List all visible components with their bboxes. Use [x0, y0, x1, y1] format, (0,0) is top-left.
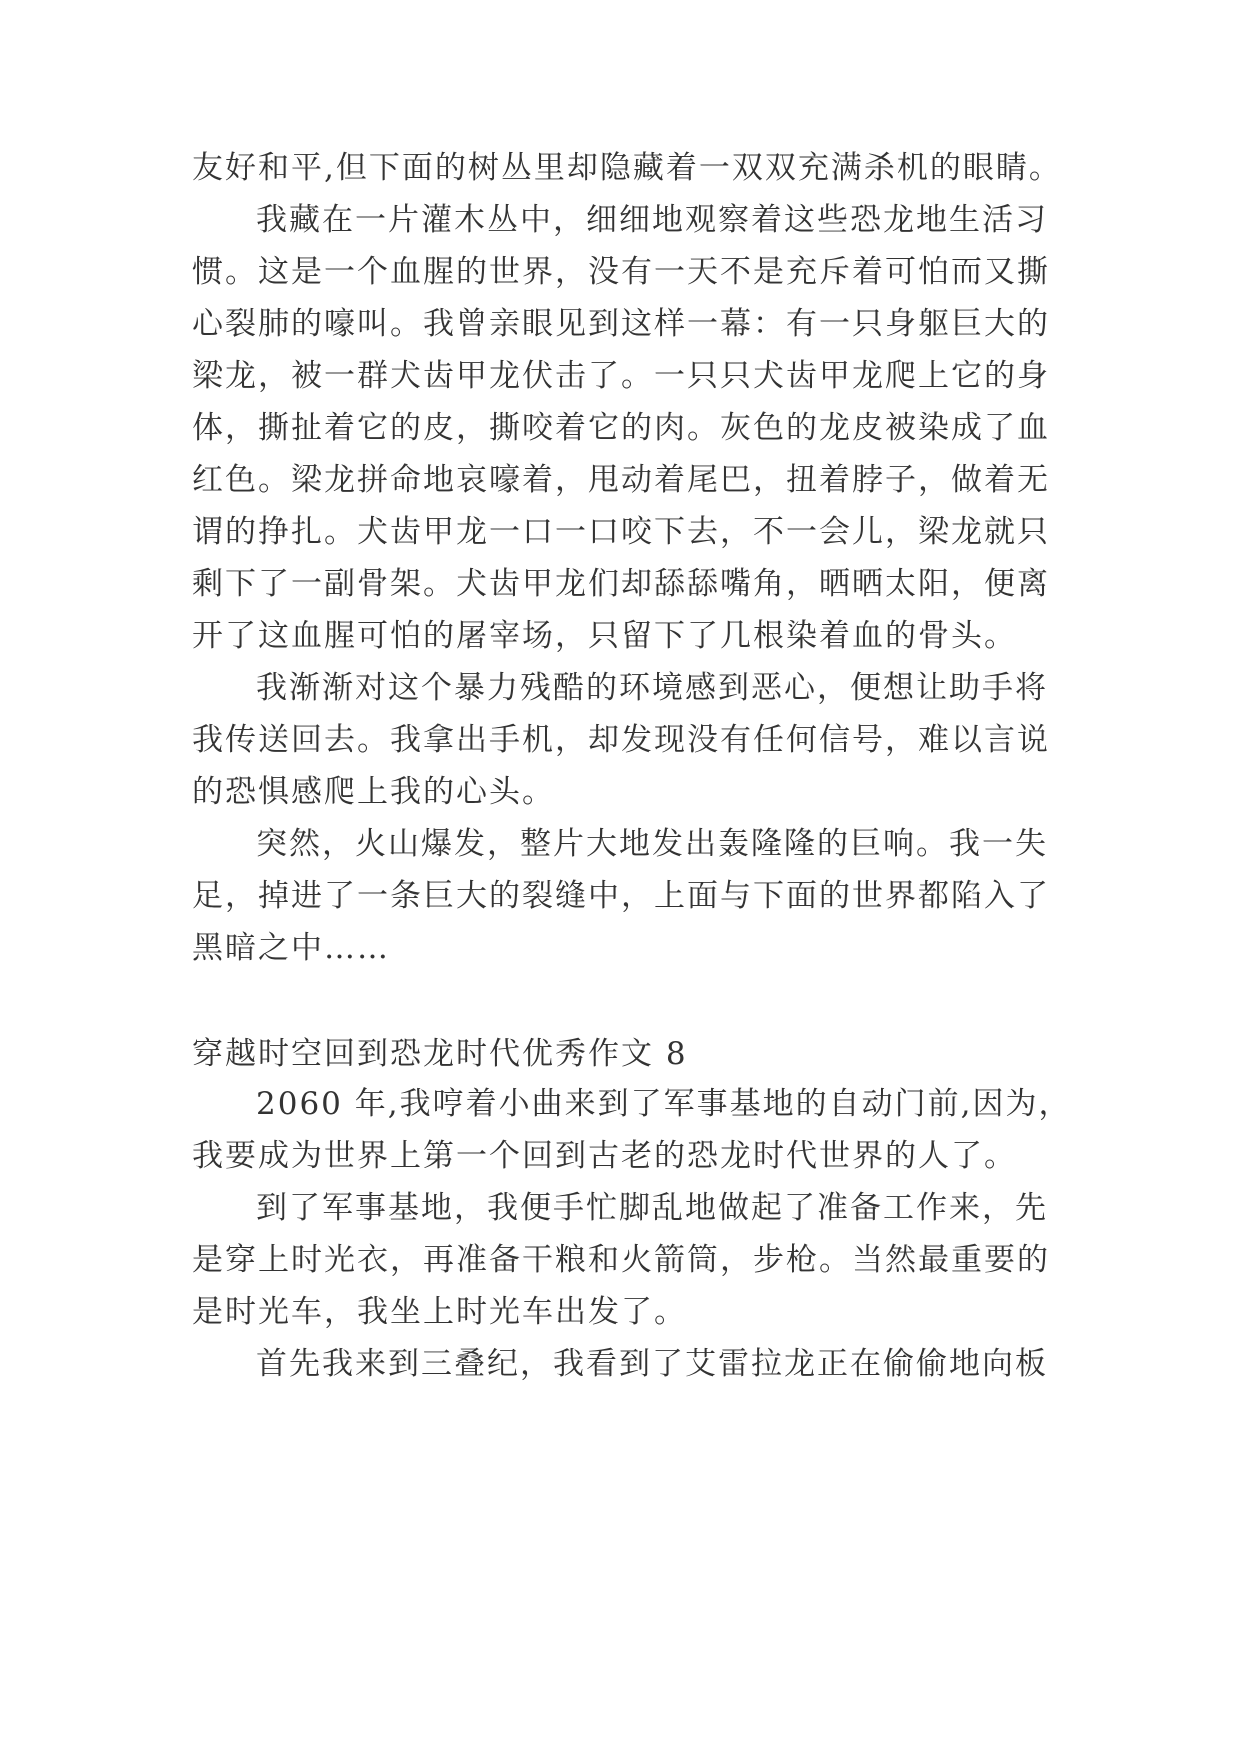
text-line: 足，掉进了一条巨大的裂缝中，上面与下面的世界都陷入了 — [192, 878, 1050, 914]
text-line: 我传送回去。我拿出手机，却发现没有任何信号，难以言说 — [192, 722, 1050, 758]
text-line: 我渐渐对这个暴力残酷的环境感到恶心，便想让助手将 — [256, 670, 1048, 706]
text-line: 的恐惧感爬上我的心头。 — [192, 774, 555, 810]
text-line: 红色。梁龙拼命地哀嚎着，甩动着尾巴，扭着脖子，做着无 — [192, 462, 1050, 498]
text-line: 谓的挣扎。犬齿甲龙一口一口咬下去，不一会儿，梁龙就只 — [192, 514, 1050, 550]
text-line: 体，撕扯着它的皮，撕咬着它的肉。灰色的龙皮被染成了血 — [192, 410, 1050, 446]
text-line: 剩下了一副骨架。犬齿甲龙们却舔舔嘴角，晒晒太阳，便离 — [192, 566, 1050, 602]
text-line: 首先我来到三叠纪，我看到了艾雷拉龙正在偷偷地向板 — [256, 1346, 1048, 1382]
text-line: 惯。这是一个血腥的世界，没有一天不是充斥着可怕而又撕 — [192, 254, 1050, 290]
section-heading: 穿越时空回到恐龙时代优秀作文 8 — [192, 1036, 688, 1072]
text-line: 突然，火山爆发，整片大地发出轰隆隆的巨响。我一失 — [256, 826, 1048, 862]
text-line: 我要成为世界上第一个回到古老的恐龙时代世界的人了。 — [192, 1138, 1017, 1174]
text-line: 心裂肺的嚎叫。我曾亲眼见到这样一幕：有一只身躯巨大的 — [192, 306, 1050, 342]
text-line: 到了军事基地，我便手忙脚乱地做起了准备工作来，先 — [256, 1190, 1048, 1226]
text-line: 梁龙，被一群犬齿甲龙伏击了。一只只犬齿甲龙爬上它的身 — [192, 358, 1050, 394]
text-line: 2060 年,我哼着小曲来到了军事基地的自动门前,因为， — [256, 1086, 1072, 1122]
text-line: 我藏在一片灌木丛中，细细地观察着这些恐龙地生活习 — [256, 202, 1048, 238]
text-line: 友好和平,但下面的树丛里却隐藏着一双双充满杀机的眼睛。 — [192, 150, 1062, 186]
text-line: 黑暗之中…… — [192, 930, 390, 966]
text-line: 开了这血腥可怕的屠宰场，只留下了几根染着血的骨头。 — [192, 618, 1017, 654]
text-line: 是时光车，我坐上时光车出发了。 — [192, 1294, 687, 1330]
text-line: 是穿上时光衣，再准备干粮和火箭筒，步枪。当然最重要的 — [192, 1242, 1050, 1278]
